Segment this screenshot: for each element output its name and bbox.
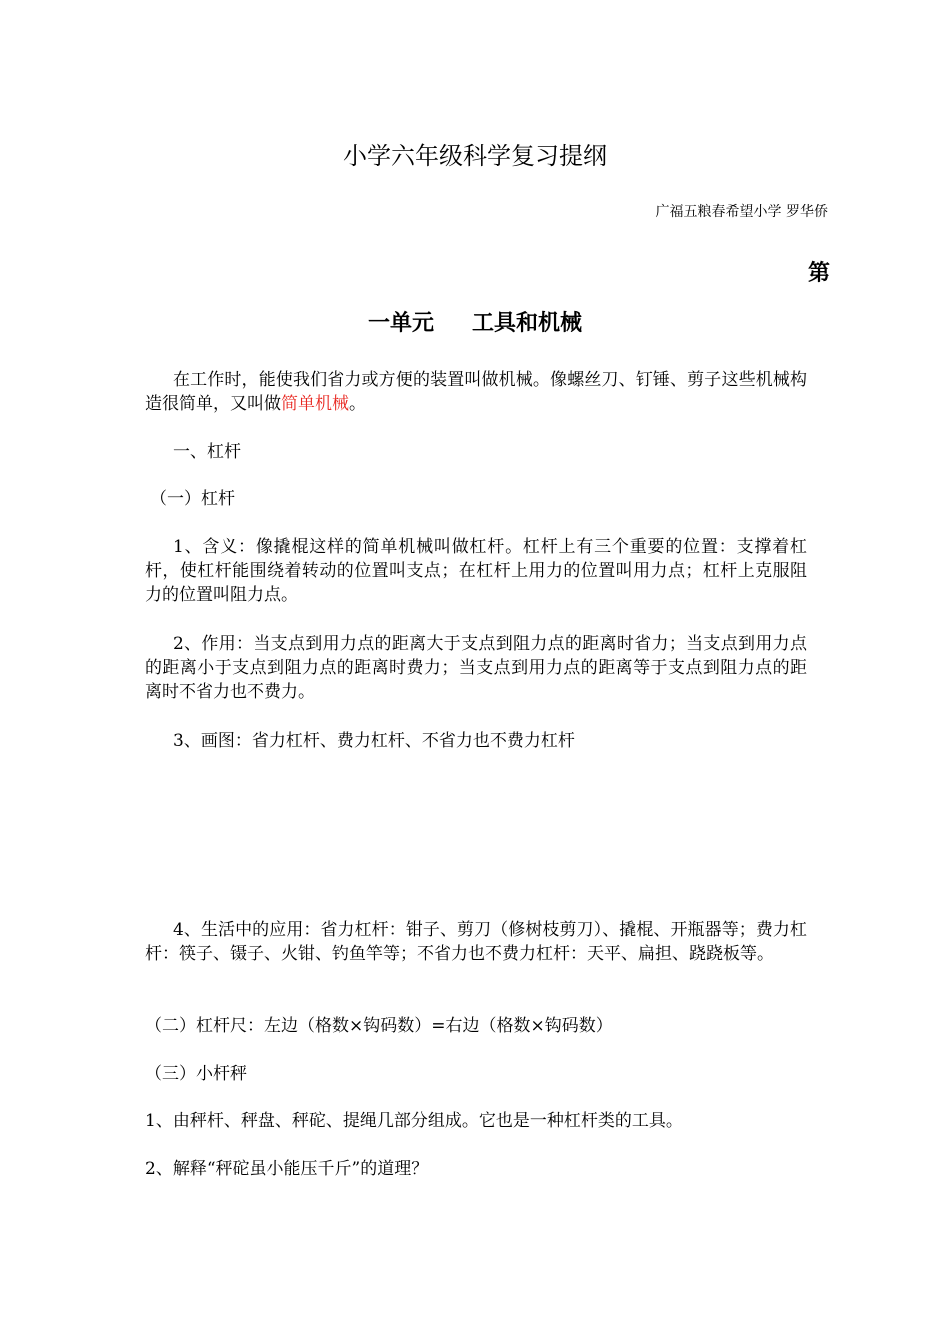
subsection-lever-ruler: （二）杠杆尺：左边（格数×钩码数）=右边（格数×钩码数） <box>145 1016 613 1036</box>
highlight-term: 简单机械 <box>281 394 349 414</box>
intro-end: 。 <box>349 394 366 414</box>
author-line: 广福五粮春希望小学 罗华侨 <box>655 204 828 220</box>
lever-function: 2、作用：当支点到用力点的距离大于支点到阻力点的距离时省力；当支点到用力点的距离小于支点到阻力点的距离时费力；当支点到用力点的距离等于支点到阻力点的距离时不省力也不费力。 <box>145 634 807 702</box>
intro-text: 在工作时，能使我们省力或方便的装置叫做机械。像螺丝刀、钉锤、剪子这些机械构造很简单，又叫做 <box>145 370 807 414</box>
section-heading-lever: 一、杠杆 <box>173 442 241 462</box>
unit-name: 工具和机械 <box>472 310 583 336</box>
lever-drawing-task: 3、画图：省力杠杆、费力杠杆、不省力也不费力杠杆 <box>173 731 575 751</box>
steelyard-parts: 1、由秤杆、秤盘、秤砣、提绳几部分组成。它也是一种杠杆类的工具。 <box>145 1111 683 1131</box>
unit-heading-part1: 第 <box>807 260 830 286</box>
intro-paragraph <box>145 368 807 416</box>
unit-heading <box>0 306 950 337</box>
subsection-heading-lever: （一）杠杆 <box>150 489 235 509</box>
lever-definition: 1、含义：像撬棍这样的简单机械叫做杠杆。杠杆上有三个重要的位置：支撑着杠杆，使杠杆能围绕着转动的位置叫支点；在杠杆上用力的位置叫用力点；杠杆上克服阻力的位置叫阻力点。 <box>145 537 807 605</box>
unit-number: 一单元 <box>367 310 434 336</box>
subsection-steelyard: （三）小杆秤 <box>145 1064 247 1084</box>
lever-applications: 4、生活中的应用：省力杠杆：钳子、剪刀（修树枝剪刀）、撬棍、开瓶器等；费力杠杆：筷子、镊子、火钳、钓鱼竿等；不省力也不费力杠杆：天平、扁担、跷跷板等。 <box>145 920 807 964</box>
document-title: 小学六年级科学复习提纲 <box>343 142 607 170</box>
steelyard-question: 2、解释“秤砣虽小能压千斤”的道理？ <box>145 1159 429 1179</box>
